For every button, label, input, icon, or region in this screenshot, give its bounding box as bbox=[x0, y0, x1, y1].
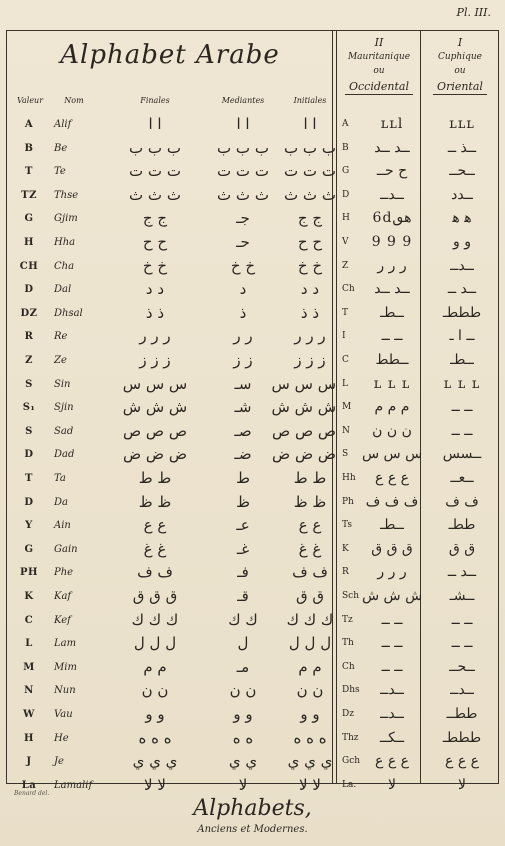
letter-value: Y bbox=[25, 520, 33, 532]
final-forms: ق ق ق bbox=[132, 587, 178, 605]
kufic-forms: ــد ــ bbox=[447, 564, 477, 581]
mauritanian-forms: ــ ــ bbox=[381, 611, 403, 628]
final-forms: خ خ bbox=[142, 256, 168, 275]
page-title: Alphabet Arabe bbox=[60, 40, 280, 70]
letter-name: Thse bbox=[54, 189, 79, 201]
mauritanian-forms: م م م bbox=[374, 399, 410, 416]
final-forms: م م bbox=[143, 657, 167, 676]
final-forms: ز ز ز bbox=[139, 351, 171, 369]
mauritanian-forms: ق ق ق bbox=[371, 540, 413, 557]
final-forms: ج ج bbox=[142, 209, 168, 228]
medial-forms: شـ bbox=[234, 398, 252, 417]
letter-value: T bbox=[25, 166, 33, 178]
medial-forms: قـ bbox=[237, 587, 249, 605]
final-forms: ن ن bbox=[141, 681, 169, 700]
letter-name: Lamalif bbox=[54, 779, 93, 791]
letter-value: D bbox=[24, 449, 34, 461]
initial-forms: ع ع bbox=[298, 516, 322, 535]
mauritanian-forms: ــ ــ bbox=[381, 635, 403, 652]
kufic-forms: ــدــ bbox=[450, 257, 474, 274]
initial-forms: ث ث ث bbox=[284, 185, 336, 204]
medial-forms: جـ bbox=[236, 209, 250, 228]
medial-forms: عـ bbox=[236, 516, 250, 535]
latin-equivalent: T bbox=[342, 307, 349, 318]
initial-forms: غ غ bbox=[298, 539, 322, 558]
kufic-forms: طططـ bbox=[442, 304, 482, 321]
kufic-forms: ــحــ bbox=[449, 658, 475, 675]
medial-forms: د bbox=[239, 280, 247, 299]
kufic-forms: ʟʟʟ bbox=[449, 116, 475, 132]
final-forms: ش ش ش bbox=[122, 398, 188, 417]
final-forms: غ غ bbox=[143, 539, 167, 558]
final-forms: ث ث ث bbox=[129, 185, 181, 204]
latin-equivalent: Dz bbox=[342, 709, 354, 719]
plate-number: Pl. III. bbox=[456, 6, 491, 19]
latin-equivalent: A bbox=[342, 119, 349, 129]
letter-value: G bbox=[24, 543, 34, 555]
mauritanian-forms: ــ ــ bbox=[381, 658, 403, 675]
medial-forms: ضـ bbox=[234, 445, 252, 464]
mauritanian-forms: ــكــ bbox=[379, 729, 405, 746]
letter-name: Re bbox=[54, 331, 68, 343]
initial-forms: ح ح bbox=[297, 233, 323, 251]
latin-equivalent: La. bbox=[342, 779, 357, 790]
mauritanian-forms: ح حــ bbox=[376, 163, 408, 180]
final-forms: س س س bbox=[122, 374, 188, 393]
initial-forms: ظ ظ bbox=[293, 492, 327, 511]
medial-forms: ر ر bbox=[233, 327, 253, 346]
kufic-forms: لا bbox=[458, 776, 466, 793]
letter-name: Sjin bbox=[54, 402, 74, 414]
letter-name: Kaf bbox=[54, 591, 72, 602]
letter-value: Z bbox=[25, 355, 33, 366]
final-forms: ص ص ص bbox=[123, 421, 187, 440]
final-forms: ك ك ك bbox=[131, 610, 179, 629]
letter-value: L bbox=[25, 638, 33, 650]
kufic-forms: ــشـ bbox=[449, 588, 475, 604]
latin-equivalent: Gch bbox=[342, 756, 361, 767]
medial-forms: مـ bbox=[236, 657, 250, 676]
initial-forms: ض ض ض bbox=[272, 445, 336, 464]
mauritanique-label: Mauritanique bbox=[347, 52, 411, 62]
medial-forms: لا bbox=[238, 775, 248, 794]
medial-forms: ه ه bbox=[232, 728, 254, 747]
letter-name: Vau bbox=[54, 709, 73, 720]
letter-name: Dad bbox=[54, 449, 75, 461]
latin-equivalent: V bbox=[342, 237, 349, 247]
initial-forms: ش ش ش bbox=[271, 398, 336, 417]
latin-equivalent: M bbox=[342, 402, 352, 413]
initial-forms: و و bbox=[300, 705, 320, 723]
kufic-forms: و و bbox=[453, 234, 471, 250]
letter-name: Ain bbox=[54, 520, 71, 532]
letter-name: Je bbox=[54, 756, 64, 768]
initial-forms: ه ه ه bbox=[293, 728, 327, 747]
header-finales: Finales bbox=[140, 96, 170, 105]
letter-name: Dhsal bbox=[54, 307, 83, 319]
mauritanian-forms: 6dهٯ bbox=[372, 210, 412, 227]
final-forms: ح ح bbox=[142, 233, 168, 251]
final-forms: ظ ظ bbox=[138, 492, 172, 511]
final-forms: ر ر ر bbox=[139, 327, 171, 346]
mauritanian-forms: س س س bbox=[362, 446, 423, 463]
mauritanian-forms: ش ش ش bbox=[362, 588, 423, 604]
kufic-forms: ــ ــ bbox=[451, 611, 473, 628]
letter-name: Cha bbox=[54, 260, 75, 272]
final-forms: ع ع bbox=[143, 516, 167, 535]
initial-forms: ذ ذ bbox=[300, 303, 320, 322]
mauritanian-forms: ــدــ bbox=[380, 706, 404, 722]
cuphique-numeral: I bbox=[457, 36, 463, 49]
mauritanique-numeral: II bbox=[374, 36, 384, 49]
letter-value: PH bbox=[20, 567, 38, 579]
kufic-forms: ــد ــ bbox=[447, 281, 477, 298]
letter-name: Da bbox=[54, 496, 68, 508]
medial-forms: فـ bbox=[237, 563, 249, 582]
letter-name: Hha bbox=[54, 237, 76, 248]
header-valeur: Valeur bbox=[16, 96, 44, 105]
kufic-forms: ق ق bbox=[448, 540, 476, 557]
letter-value: B bbox=[24, 142, 34, 154]
kufic-forms: ﻫ ﻫ bbox=[452, 210, 472, 227]
medial-forms: ب ب ب bbox=[217, 138, 269, 157]
kufic-forms: ʟ ʟ ʟ bbox=[443, 375, 481, 392]
mauritanique-ou: ou bbox=[373, 66, 385, 76]
letter-value: K bbox=[24, 591, 34, 602]
initial-forms: ر ر ر bbox=[294, 327, 326, 346]
mauritanian-forms: ع ع ع bbox=[375, 470, 409, 486]
medial-forms: غـ bbox=[236, 539, 250, 558]
mauritanian-forms: ر ر ر bbox=[377, 257, 407, 274]
latin-equivalent: R bbox=[342, 567, 349, 578]
mauritanian-forms: ن ن ن bbox=[372, 422, 412, 439]
letter-value: S₁ bbox=[22, 402, 36, 414]
mauritanian-forms: ر ر ر bbox=[377, 564, 407, 581]
header-cuphique bbox=[422, 36, 498, 95]
latin-equivalent: Th bbox=[342, 638, 354, 649]
final-forms: ض ض ض bbox=[123, 445, 187, 464]
medial-forms: خ خ bbox=[230, 256, 256, 275]
letter-value: T bbox=[25, 473, 33, 484]
kufic-forms: ــ ــ bbox=[451, 399, 473, 416]
initial-forms: ص ص ص bbox=[272, 421, 336, 440]
final-forms: لا لا bbox=[144, 775, 166, 794]
letter-value: C bbox=[24, 614, 34, 626]
letter-name: Te bbox=[54, 166, 66, 178]
initial-forms: ط ط bbox=[293, 469, 327, 487]
final-forms: ا ا bbox=[148, 115, 162, 133]
latin-equivalent: I bbox=[342, 331, 346, 342]
initial-forms: ا ا bbox=[303, 115, 317, 133]
initial-forms: ل ل ل bbox=[288, 634, 332, 653]
kufic-forms: ــدد bbox=[451, 186, 473, 203]
mauritanian-forms: 9 9 9 bbox=[371, 234, 413, 250]
kufic-forms: ــحــ bbox=[449, 163, 475, 180]
mauritanian-forms: ــد ــد bbox=[374, 281, 410, 298]
latin-equivalent: L bbox=[342, 378, 348, 389]
latin-equivalent: S bbox=[342, 449, 349, 460]
cuphique-label: Cuphique bbox=[437, 52, 482, 62]
latin-equivalent: Ts bbox=[342, 520, 352, 531]
letter-name: Sin bbox=[54, 378, 71, 390]
initial-forms: م م bbox=[298, 657, 322, 676]
latin-equivalent: C bbox=[342, 355, 349, 365]
letter-value: R bbox=[24, 331, 34, 343]
footer-subtitle: Anciens et Modernes. bbox=[197, 824, 308, 835]
latin-equivalent: G bbox=[342, 166, 350, 177]
mauritanique-occidental: Occidental bbox=[345, 80, 413, 95]
header-nom: Nom bbox=[64, 96, 84, 105]
cuphique-oriental: Oriental bbox=[433, 80, 487, 95]
medial-forms: ي ي bbox=[228, 752, 258, 771]
latin-equivalent: H bbox=[342, 213, 350, 224]
mauritanian-forms: لا bbox=[388, 776, 396, 793]
kufic-forms: ــعــ bbox=[450, 470, 474, 486]
medial-forms: حـ bbox=[236, 233, 250, 251]
final-forms: و و bbox=[145, 705, 165, 723]
final-forms: ت ت ت bbox=[129, 162, 181, 181]
letter-name: Sad bbox=[54, 425, 74, 437]
latin-equivalent: N bbox=[342, 425, 350, 436]
final-forms: ل ل ل bbox=[133, 634, 177, 653]
letter-value: DZ bbox=[20, 307, 38, 319]
final-forms: ف ف bbox=[137, 563, 173, 582]
letter-name: Gjim bbox=[54, 213, 78, 225]
kufic-forms: ــ ا ـ bbox=[449, 328, 475, 345]
medial-forms: ذ bbox=[239, 303, 247, 322]
letter-value: H bbox=[24, 732, 34, 744]
letter-name: Alif bbox=[54, 119, 72, 130]
latin-equivalent: K bbox=[342, 543, 349, 554]
initial-forms: ب ب ب bbox=[284, 138, 336, 157]
mauritanian-forms: ــد ــد bbox=[374, 139, 410, 156]
mauritanian-forms: ــطـ bbox=[380, 304, 404, 321]
kufic-forms: طططـ bbox=[442, 729, 482, 746]
letter-value: A bbox=[24, 119, 34, 130]
initial-forms: ك ك ك bbox=[286, 610, 334, 629]
kufic-forms: ــدــ bbox=[450, 682, 474, 699]
latin-equivalent: Thz bbox=[342, 732, 359, 743]
mauritanian-forms: ــدــ bbox=[380, 682, 404, 699]
letter-name: Dal bbox=[54, 284, 72, 296]
latin-equivalent: B bbox=[342, 142, 349, 153]
kufic-forms: ــ ــ bbox=[451, 635, 473, 652]
header-mediantes: Mediantes bbox=[221, 96, 265, 105]
mauritanian-forms: ــدــ bbox=[380, 186, 404, 203]
latin-equivalent: Ch bbox=[342, 284, 355, 295]
initial-forms: خ خ bbox=[297, 256, 323, 275]
latin-equivalent: Sch bbox=[342, 591, 360, 601]
letter-value: La bbox=[21, 779, 37, 791]
initial-forms: ق ق bbox=[295, 587, 325, 605]
mauritanian-forms: ــطـ bbox=[380, 517, 404, 534]
letter-name: Ze bbox=[54, 355, 67, 366]
initial-forms: ف ف bbox=[292, 563, 328, 582]
medial-forms: و و bbox=[233, 705, 253, 723]
medial-forms: ت ت ت bbox=[217, 162, 269, 181]
latin-equivalent: Z bbox=[342, 260, 349, 271]
header-mauritanique bbox=[338, 36, 420, 95]
initial-forms: د د bbox=[300, 280, 320, 299]
letter-value: H bbox=[24, 237, 34, 248]
medial-forms: صـ bbox=[234, 421, 252, 440]
mauritanian-forms: ــطط bbox=[375, 352, 409, 368]
latin-equivalent: D bbox=[342, 189, 350, 200]
kufic-forms: ــ ــ bbox=[451, 422, 473, 439]
initial-forms: ن ن bbox=[296, 681, 324, 700]
mauritanian-forms: ف ف ف bbox=[365, 493, 419, 510]
kufic-forms: ــطـ bbox=[450, 352, 474, 368]
kufic-forms: ططــ bbox=[446, 706, 478, 722]
mauritanian-forms: ʟʟⅼ bbox=[380, 116, 404, 132]
kufic-forms: ع ع ع bbox=[445, 753, 479, 770]
letter-value: S bbox=[25, 378, 33, 390]
letter-name: Mim bbox=[54, 661, 77, 673]
letter-name: Kef bbox=[54, 614, 71, 626]
letter-name: Ta bbox=[54, 473, 66, 484]
latin-equivalent: Hh bbox=[342, 473, 356, 483]
medial-forms: ط bbox=[236, 469, 250, 487]
letter-value: D bbox=[24, 496, 34, 508]
final-forms: د د bbox=[145, 280, 165, 299]
medial-forms: ز ز bbox=[233, 351, 253, 369]
cuphique-ou: ou bbox=[454, 66, 466, 76]
initial-forms: ز ز ز bbox=[294, 351, 326, 369]
final-forms: ي ي ي bbox=[132, 752, 178, 771]
kufic-forms: ــذ ــ bbox=[447, 139, 477, 156]
initial-forms: ج ج bbox=[297, 209, 323, 228]
medial-forms: ن ن bbox=[229, 681, 257, 700]
medial-forms: ظ bbox=[236, 492, 250, 511]
letter-name: Nun bbox=[54, 685, 76, 697]
initial-forms: س س س bbox=[271, 374, 336, 393]
letter-value: CH bbox=[19, 260, 39, 272]
letter-value: N bbox=[24, 685, 34, 697]
mauritanian-forms: ــ ــ bbox=[381, 328, 403, 345]
engraver-credit: Benard del. bbox=[14, 790, 50, 797]
footer-title: Alphabets, bbox=[193, 796, 312, 821]
letter-value: J bbox=[26, 756, 32, 768]
medial-forms: سـ bbox=[234, 374, 252, 393]
letter-name: Phe bbox=[54, 567, 74, 579]
medial-forms: ا ا bbox=[236, 115, 250, 133]
final-forms: ط ط bbox=[138, 469, 172, 487]
latin-equivalent: Tz bbox=[342, 614, 353, 625]
letter-value: M bbox=[23, 661, 35, 673]
latin-equivalent: Ch bbox=[342, 661, 355, 672]
mauritanian-forms: ʟ ʟ ʟ bbox=[373, 375, 411, 392]
kufic-forms: ف ف bbox=[445, 493, 479, 510]
mauritanian-forms: ع ع ع bbox=[375, 753, 409, 770]
initial-forms: لا لا bbox=[299, 775, 321, 794]
kufic-forms: ططـ bbox=[448, 517, 476, 534]
final-forms: ب ب ب bbox=[129, 138, 181, 157]
medial-forms: ث ث ث bbox=[217, 185, 269, 204]
initial-forms: ي ي ي bbox=[287, 752, 333, 771]
header-initiales: Initiales bbox=[293, 96, 327, 105]
initial-forms: ت ت ت bbox=[284, 162, 336, 181]
latin-equivalent: Dhs bbox=[342, 685, 360, 696]
kufic-forms: ــسس bbox=[442, 446, 482, 463]
letter-value: TZ bbox=[21, 189, 37, 201]
letter-value: S bbox=[25, 425, 33, 437]
letter-value: D bbox=[24, 284, 34, 296]
letter-name: Gain bbox=[54, 543, 78, 555]
medial-forms: ك ك bbox=[228, 610, 258, 629]
final-forms: ه ه ه bbox=[138, 728, 172, 747]
letter-name: He bbox=[54, 732, 69, 744]
letter-name: Be bbox=[54, 142, 68, 154]
letter-value: G bbox=[24, 213, 34, 225]
letter-name: Lam bbox=[54, 638, 77, 650]
final-forms: ذ ذ bbox=[145, 303, 165, 322]
table-row bbox=[6, 772, 499, 799]
medial-forms: ل bbox=[237, 634, 249, 653]
letter-value: W bbox=[23, 709, 35, 720]
latin-equivalent: Ph bbox=[342, 496, 354, 507]
